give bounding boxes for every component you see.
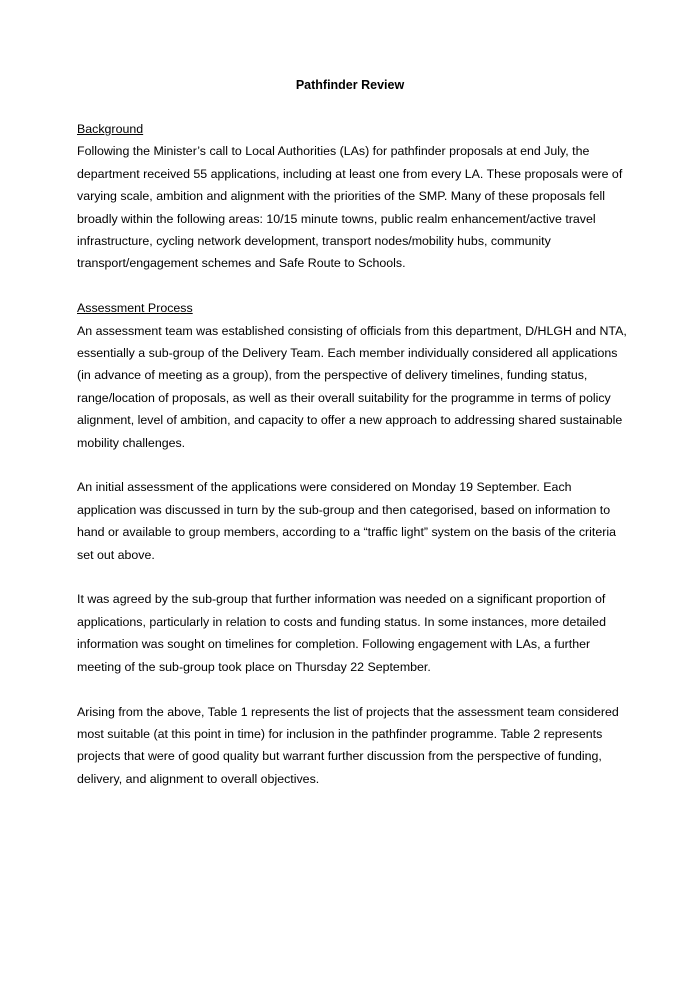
paragraph-spacer <box>77 275 629 297</box>
tables-summary-paragraph: Arising from the above, Table 1 represents the list of projects that the assessment team considered most suitable (at this point in time) for inclusion in the pathfinder programme. Table 2 represents projects that were of good quality but warrant further discussion from the perspective of funding, delivery, and alignment to overall objectives. <box>77 704 619 786</box>
section-heading-background: Background <box>77 122 144 136</box>
paragraph-spacer <box>77 678 629 700</box>
paragraph-spacer <box>77 454 629 476</box>
assessment-team-paragraph: An assessment team was established consisting of officials from this department, D/HLGH and NTA, essentially a sub-group of the Delivery Team. Each member individually considered all applications (in advance of meeting as a group), from the perspective of delivery timelines, funding status, range/location of proposals, as well as their overall suitability for the programme in terms of policy alignment, level of ambition, and capacity to offer a new approach to addressing shared sustainable mobility challenges. <box>77 323 627 450</box>
paragraph-spacer <box>77 566 629 588</box>
initial-assessment-paragraph: An initial assessment of the applications were considered on Monday 19 September. Each application was discussed in turn by the sub-group and then categorised, based on information to hand or available to group members, according to a “traffic light” system on the basis of the criteria set out above. <box>77 480 617 562</box>
section-heading-assessment-process: Assessment Process <box>77 301 193 316</box>
further-information-paragraph: It was agreed by the sub-group that further information was needed on a significant proportion of applications, particularly in relation to costs and funding status. In some instances, more detailed information was sought on timelines for completion. Following engagement with LAs, a further meeting of the sub-group took place on Thursday 22 September. <box>77 592 606 674</box>
background-paragraph: Following the Minister’s call to Local Authorities (LAs) for pathfinder proposals at end July, the department received 55 applications, including at least one from every LA. These proposals were of varying scale, ambition and alignment with the priorities of the SMP. Many of these proposals fell broadly within the following areas: 10/15 minute towns, public realm enhancement/active travel infrastructure, cycling network development, transport nodes/mobility hubs, community transport/engagement schemes and Safe Route to Schools. <box>77 144 623 271</box>
document-body <box>77 118 629 790</box>
document-title: Pathfinder Review <box>295 78 405 92</box>
